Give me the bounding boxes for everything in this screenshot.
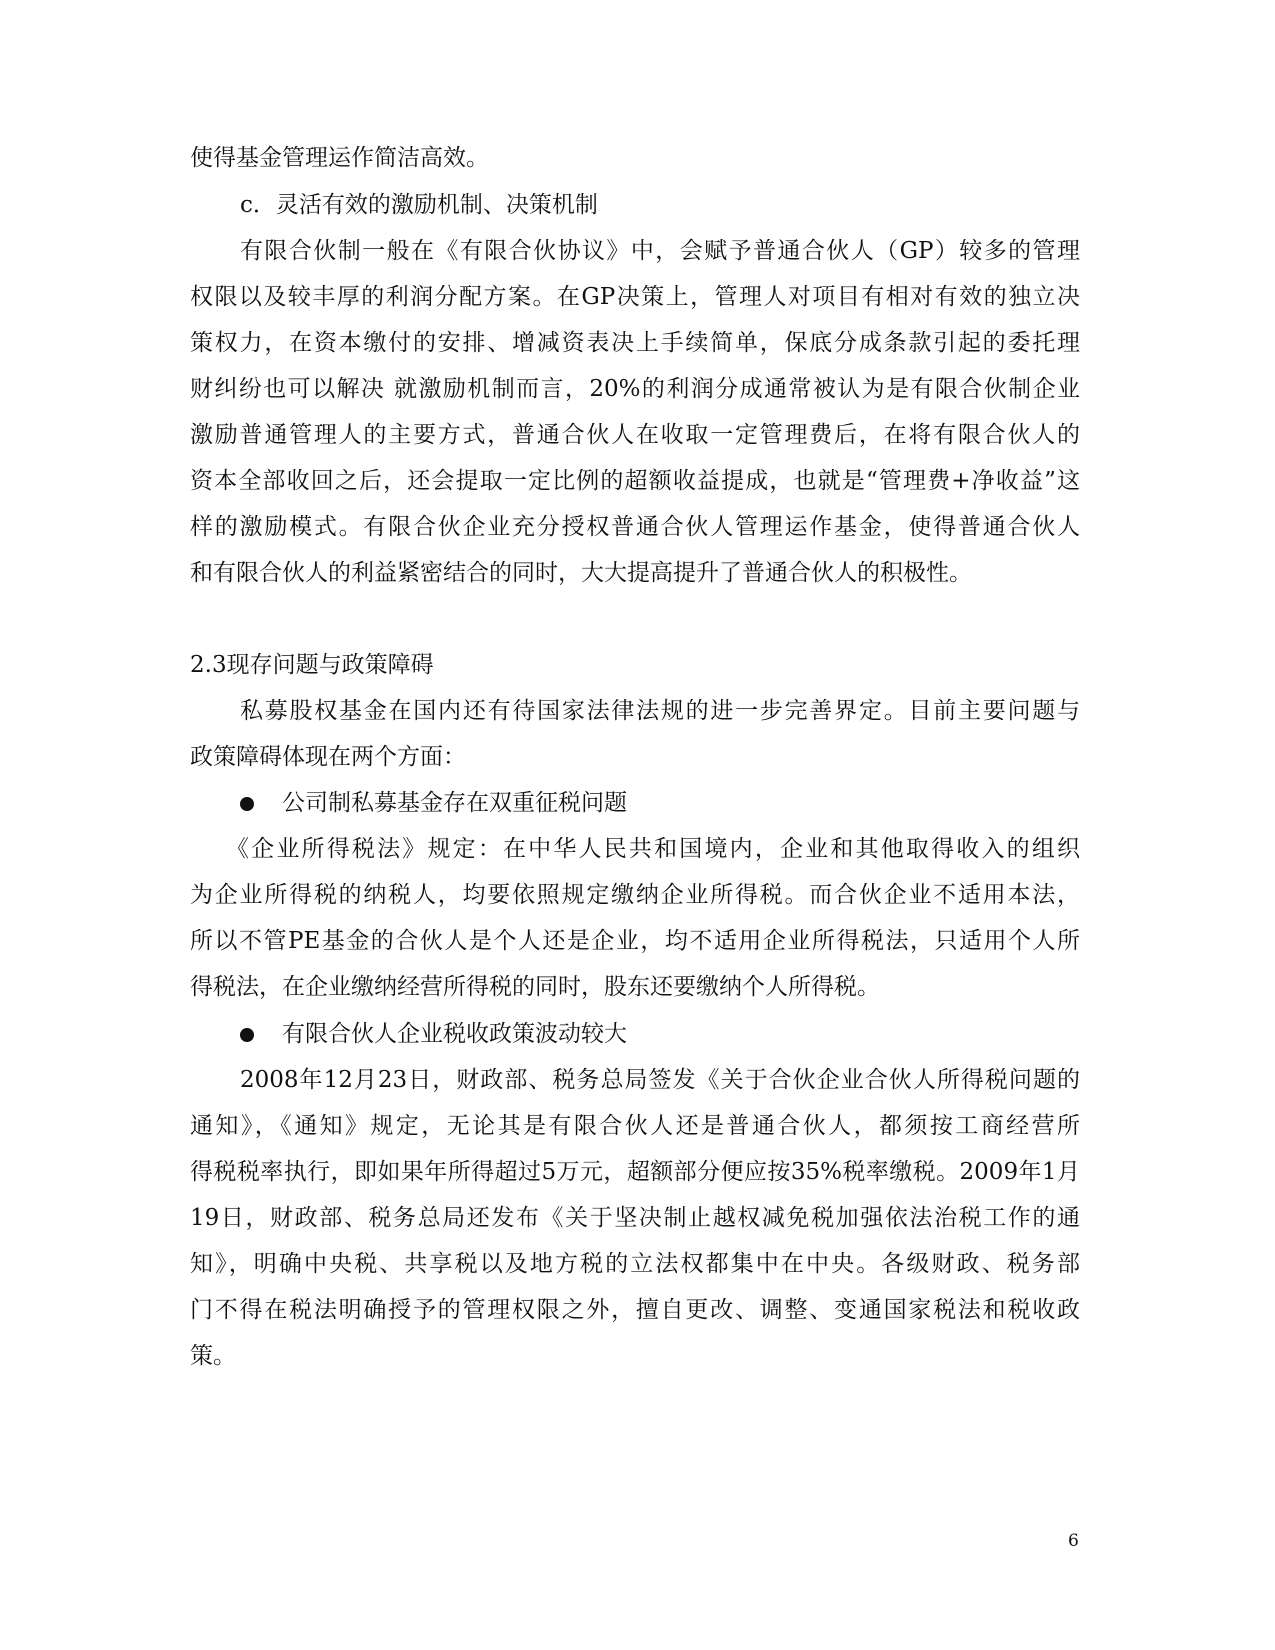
paragraph-line: 权限以及较丰厚的利润分配方案。在GP决策上，管理人对项目有相对有效的独立决 bbox=[190, 284, 1080, 310]
paragraph-line: 得税税率执行，即如果年所得超过5万元，超额部分便应按35%税率缴税。2009年1月 bbox=[190, 1159, 1080, 1185]
bullet-icon bbox=[240, 1028, 254, 1042]
paragraph-line: 得税法，在企业缴纳经营所得税的同时，股东还要缴纳个人所得税。 bbox=[190, 974, 880, 1000]
bullet-icon bbox=[240, 797, 254, 811]
paragraph-line: 私募股权基金在国内还有待国家法律法规的进一步完善界定。目前主要问题与 bbox=[240, 698, 1080, 724]
paragraph-line: 策。 bbox=[190, 1343, 236, 1369]
paragraph-line: 政策障碍体现在两个方面： bbox=[190, 744, 466, 770]
paragraph-line: 为企业所得税的纳税人，均要依照规定缴纳企业所得税。而合伙企业不适用本法， bbox=[190, 882, 1080, 908]
paragraph-line: 策权力，在资本缴付的安排、增减资表决上手续简单，保底分成条款引起的委托理 bbox=[190, 330, 1080, 356]
paragraph-line: 通知》，《通知》规定，无论其是有限合伙人还是普通合伙人，都须按工商经营所 bbox=[190, 1113, 1080, 1139]
paragraph-line: 所以不管PE基金的合伙人是个人还是企业，均不适用企业所得税法，只适用个人所 bbox=[190, 928, 1080, 954]
paragraph-line: 资本全部收回之后，还会提取一定比例的超额收益提成，也就是“管理费+净收益”这 bbox=[190, 468, 1080, 494]
bullet-item-text: 公司制私募基金存在双重征税问题 bbox=[282, 790, 627, 816]
paragraph-line: 知》，明确中央税、共享税以及地方税的立法权都集中在中央。各级财政、税务部 bbox=[190, 1251, 1080, 1277]
paragraph-line: 门不得在税法明确授予的管理权限之外，擅自更改、调整、变通国家税法和税收政 bbox=[190, 1297, 1080, 1323]
paragraph-line: 激励普通管理人的主要方式，普通合伙人在收取一定管理费后，在将有限合伙人的 bbox=[190, 422, 1080, 448]
paragraph-line: 19日，财政部、税务总局还发布《关于坚决制止越权减免税加强依法治税工作的通 bbox=[190, 1205, 1080, 1231]
paragraph-line: 使得基金管理运作简洁高效。 bbox=[190, 145, 489, 171]
paragraph-line: 2008年12月23日，财政部、税务总局签发《关于合伙企业合伙人所得税问题的 bbox=[240, 1067, 1080, 1093]
subheading-c: c．灵活有效的激励机制、决策机制 bbox=[240, 192, 598, 218]
section-heading: 2.3现存问题与政策障碍 bbox=[190, 652, 434, 678]
bullet-item-text: 有限合伙人企业税收政策波动较大 bbox=[282, 1021, 627, 1047]
page-number: 6 bbox=[1068, 1531, 1079, 1551]
paragraph-line: 有限合伙制一般在《有限合伙协议》中，会赋予普通合伙人（GP）较多的管理 bbox=[240, 238, 1080, 264]
paragraph-line: 《企业所得税法》规定：在中华人民共和国境内，企业和其他取得收入的组织 bbox=[226, 836, 1080, 862]
paragraph-line: 样的激励模式。有限合伙企业充分授权普通合伙人管理运作基金，使得普通合伙人 bbox=[190, 514, 1080, 540]
paragraph-line: 和有限合伙人的利益紧密结合的同时，大大提高提升了普通合伙人的积极性。 bbox=[190, 560, 972, 586]
paragraph-line: 财纠纷也可以解决 就激励机制而言，20%的利润分成通常被认为是有限合伙制企业 bbox=[190, 376, 1080, 402]
